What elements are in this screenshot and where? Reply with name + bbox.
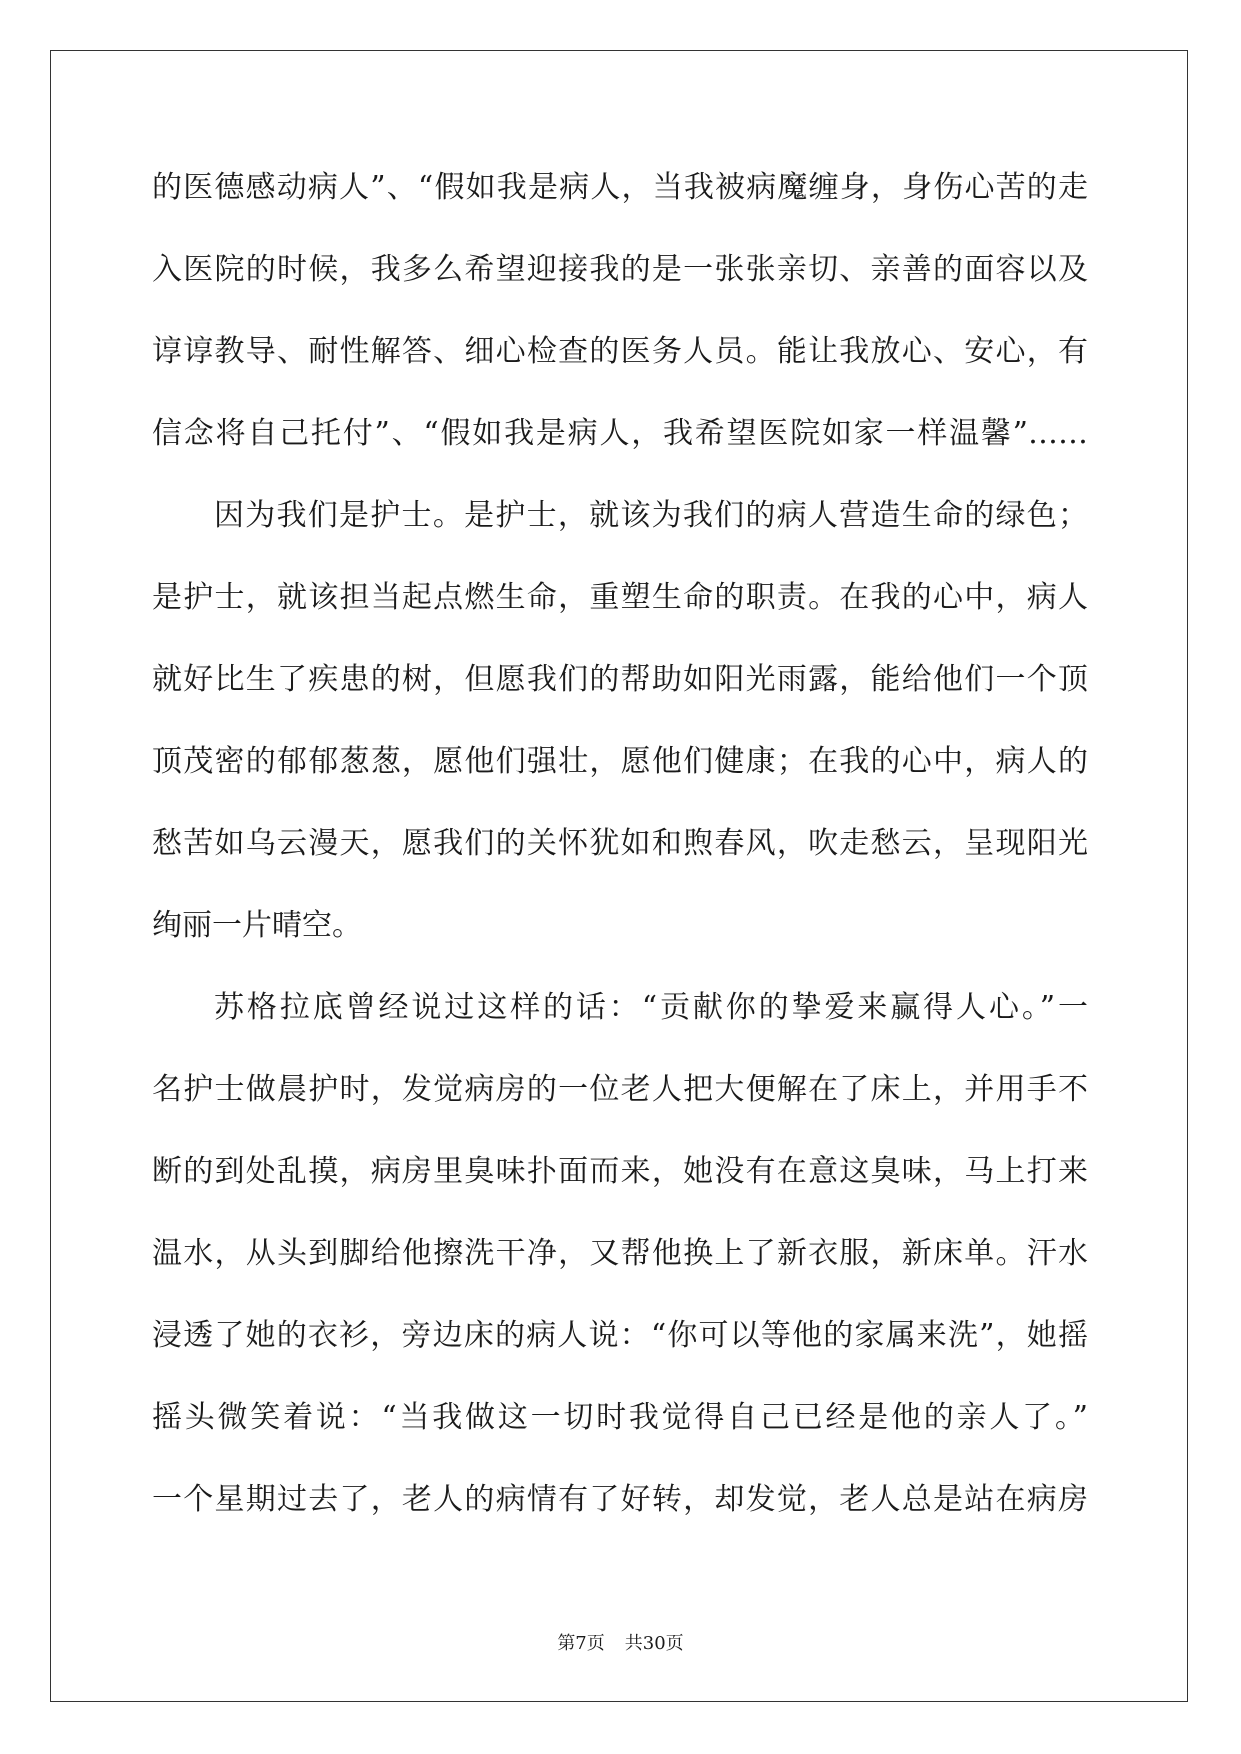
paragraph-end-line: 绚丽一片晴空。: [152, 908, 362, 943]
text-line: 顶茂密的郁郁葱葱，愿他们强壮，愿他们健康；在我的心中，病人的: [152, 744, 1088, 779]
document-body: [152, 158, 1088, 1552]
paragraph-start-line: 因为我们是护士。是护士，就该为我们的病人营造生命的绿色；: [214, 498, 1088, 533]
text-line: 断的到处乱摸，病房里臭味扑面而来，她没有在意这臭味，马上打来: [152, 1154, 1088, 1189]
text-line: 谆谆教导、耐性解答、细心检查的医务人员。能让我放心、安心，有: [152, 334, 1088, 369]
page-footer: [0, 1633, 1241, 1655]
text-line: 就好比生了疾患的树，但愿我们的帮助如阳光雨露，能给他们一个顶: [152, 662, 1088, 697]
page-number: 第7页: [557, 1633, 605, 1654]
page-total: 共30页: [624, 1633, 684, 1654]
text-line: 的医德感动病人”、“假如我是病人，当我被病魔缠身，身伤心苦的走: [152, 170, 1088, 205]
text-line: 温水，从头到脚给他擦洗干净，又帮他换上了新衣服，新床单。汗水: [152, 1236, 1088, 1271]
paragraph-start-line: 苏格拉底曾经说过这样的话：“贡献你的挚爱来赢得人心。”一: [214, 990, 1088, 1025]
text-line: 一个星期过去了，老人的病情有了好转，却发觉，老人总是站在病房: [152, 1482, 1088, 1517]
text-line: 是护士，就该担当起点燃生命，重塑生命的职责。在我的心中，病人: [152, 580, 1088, 615]
text-line: 信念将自己托付”、“假如我是病人，我希望医院如家一样温馨”……: [152, 416, 1088, 451]
text-line: 浸透了她的衣衫，旁边床的病人说：“你可以等他的家属来洗”，她摇: [152, 1318, 1088, 1353]
text-line: 摇头微笑着说：“当我做这一切时我觉得自己已经是他的亲人了。”: [152, 1400, 1088, 1435]
text-line: 名护士做晨护时，发觉病房的一位老人把大便解在了床上，并用手不: [152, 1072, 1088, 1107]
text-line: 愁苦如乌云漫天，愿我们的关怀犹如和煦春风，吹走愁云，呈现阳光: [152, 826, 1088, 861]
text-line: 入医院的时候，我多么希望迎接我的是一张张亲切、亲善的面容以及: [152, 252, 1088, 287]
